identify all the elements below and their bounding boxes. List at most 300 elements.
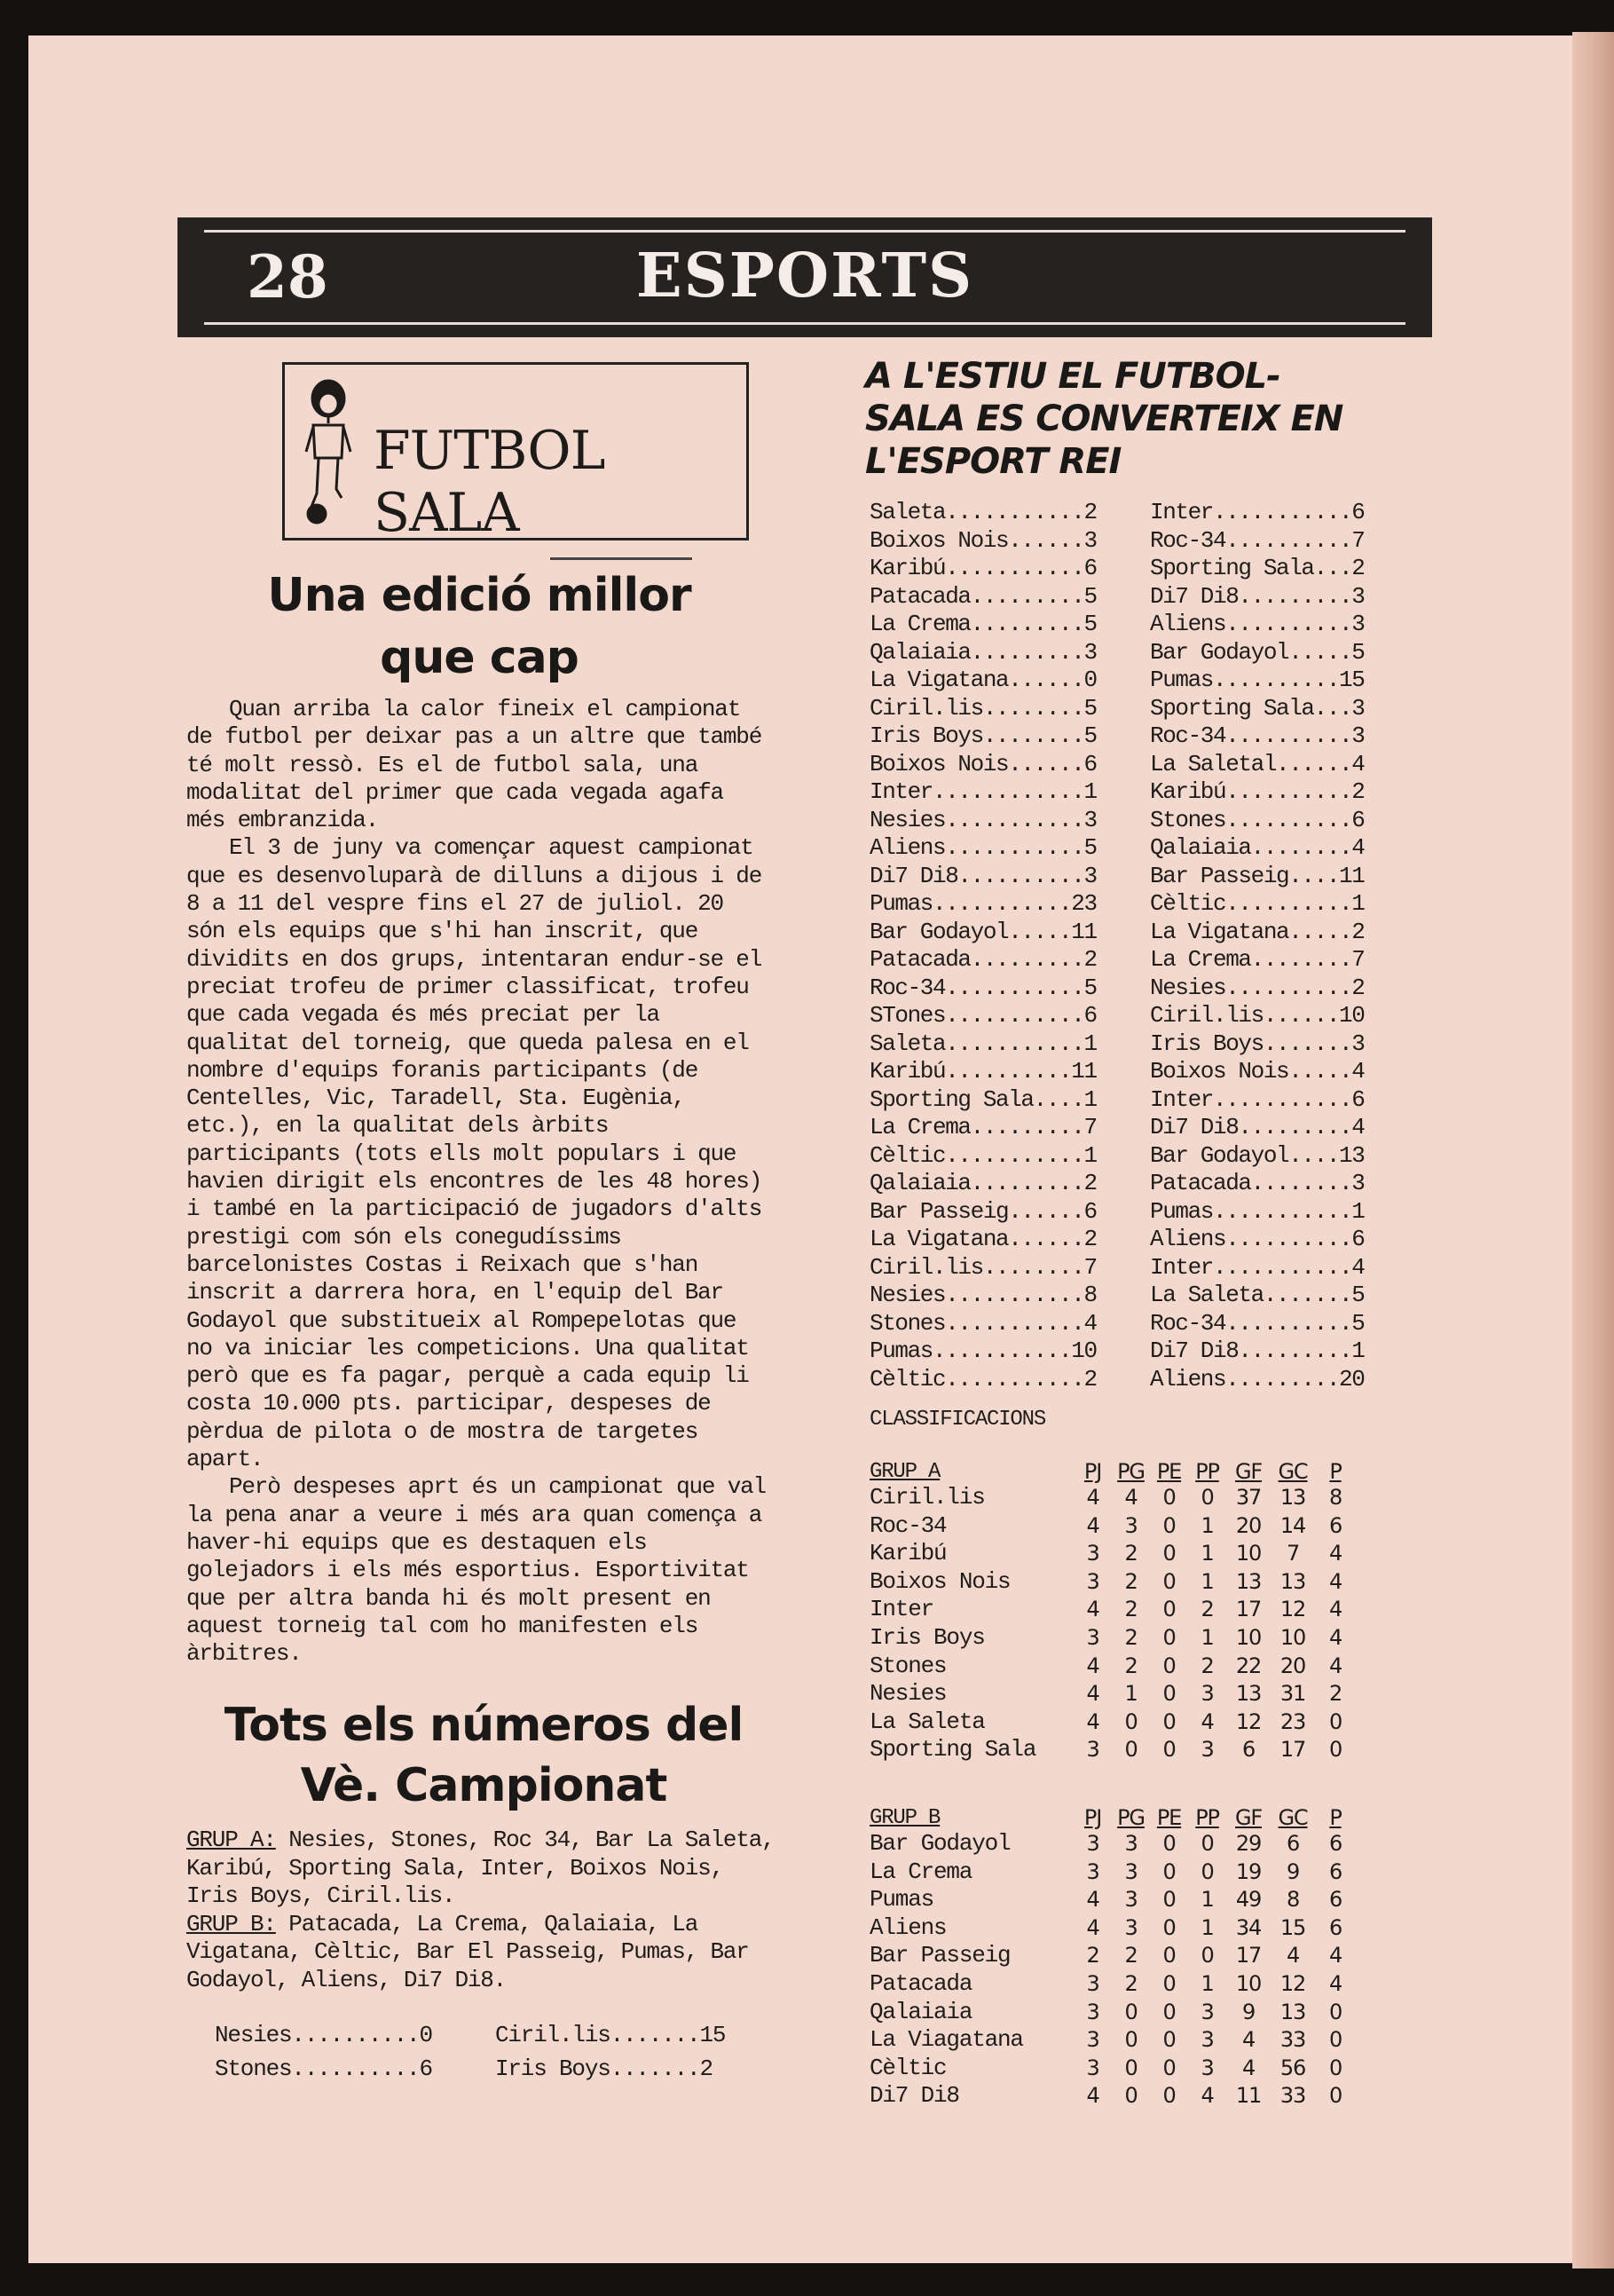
column-header: PE <box>1156 1805 1182 1830</box>
section-title: ESPORTS <box>635 241 974 312</box>
team-name: Aliens <box>870 1913 947 1941</box>
stat-cell: 4 <box>1086 1653 1099 1678</box>
team-name: Stones <box>870 1652 947 1679</box>
stat-cell: 1 <box>1201 1568 1214 1594</box>
stat-cell: 2 <box>1124 1568 1138 1594</box>
result-row <box>870 890 1437 919</box>
group-a-standings <box>870 1445 1393 1764</box>
result-row <box>870 1002 1437 1030</box>
table-row <box>870 1858 1393 1887</box>
stat-cell: 1 <box>1201 1541 1214 1566</box>
stat-cell: 0 <box>1162 1624 1176 1650</box>
header-bottom-rule <box>204 322 1405 325</box>
result-right: Aliens..........3 <box>1150 611 1365 637</box>
stat-cell: 2 <box>1201 1653 1214 1678</box>
stat-cell: 1 <box>1201 1512 1214 1538</box>
stat-cell: 2 <box>1124 1943 1138 1969</box>
result-left: Pumas...........10 <box>870 1337 1097 1364</box>
result-left: Patacada.........5 <box>870 582 1097 610</box>
result-row <box>870 583 1437 611</box>
result-left: Nesies..........0 <box>215 2022 432 2048</box>
headline-rule <box>550 557 692 560</box>
team-name: La Viagatana <box>870 2026 1023 2054</box>
stat-cell: 6 <box>1328 1831 1342 1856</box>
column-header: GF <box>1234 1459 1262 1484</box>
stat-cell: 12 <box>1235 1708 1262 1734</box>
table-row <box>870 1512 1393 1541</box>
stat-cell: 11 <box>1235 2083 1262 2109</box>
table-row <box>870 1596 1393 1624</box>
result-left: Cèltic...........2 <box>870 1365 1097 1393</box>
stat-cell: 6 <box>1286 1831 1300 1856</box>
result-left: Pumas...........23 <box>870 890 1097 917</box>
result-left: Roc-34...........5 <box>870 974 1097 1001</box>
result-left: Patacada.........2 <box>870 946 1097 973</box>
result-left: Saleta...........1 <box>870 1030 1097 1057</box>
team-name: La Crema <box>870 1858 972 1885</box>
stat-cell: 3 <box>1086 1568 1099 1594</box>
stat-cell: 4 <box>1328 1541 1342 1566</box>
stat-cell: 4 <box>1086 1708 1099 1734</box>
result-right: La Saleta.......5 <box>1150 1282 1365 1308</box>
stat-cell: 4 <box>1086 1512 1099 1538</box>
result-right: Inter...........6 <box>1150 499 1365 525</box>
stat-cell: 3 <box>1086 1541 1099 1566</box>
result-row <box>870 778 1437 807</box>
stat-cell: 3 <box>1201 2027 1214 2053</box>
result-left: Karibú..........11 <box>870 1058 1097 1085</box>
result-right: Pumas...........1 <box>1150 1197 1365 1225</box>
stat-cell: 4 <box>1124 1485 1138 1510</box>
stat-cell: 3 <box>1124 1831 1138 1856</box>
stat-cell: 3 <box>1124 1512 1138 1538</box>
futbol-sala-logo <box>282 362 749 544</box>
result-left: Ciril.lis........5 <box>870 694 1097 722</box>
result-row <box>870 1030 1437 1059</box>
group-a-list <box>186 1827 781 1911</box>
team-name: Roc-34 <box>870 1511 947 1539</box>
column-header: PG <box>1117 1805 1145 1830</box>
result-row <box>870 807 1437 835</box>
stat-cell: 0 <box>1162 1597 1176 1622</box>
stat-cell: 0 <box>1162 1708 1176 1734</box>
stat-cell: 0 <box>1328 1737 1342 1763</box>
section-header <box>177 217 1432 337</box>
stat-cell: 0 <box>1124 1708 1138 1734</box>
table-row <box>870 1830 1393 1858</box>
stat-cell: 0 <box>1162 1737 1176 1763</box>
stat-cell: 0 <box>1328 1999 1342 2024</box>
group-a-teams: Nesies, Stones, Roc 34, Bar La Saleta, Karibú, Sporting Sala, Inter, Boixos Nois, Iris Boys, Ciril.lis. <box>186 1827 775 1909</box>
table-row <box>870 1942 1393 1970</box>
stat-cell: 4 <box>1086 1914 1099 1940</box>
header-top-rule <box>204 230 1405 233</box>
result-left: Qalaiaia.........3 <box>870 638 1097 666</box>
stat-cell: 0 <box>1162 1831 1176 1856</box>
stat-cell: 17 <box>1235 1943 1262 1969</box>
result-right: Inter...........4 <box>1150 1253 1365 1281</box>
result-left: Nesies...........8 <box>870 1282 1097 1308</box>
group-b-teams: Patacada, La Crema, Qalaiaia, La Vigatana, Cèltic, Bar El Passeig, Pumas, Bar Godayol, Aliens, Di7 Di8. <box>186 1910 749 1993</box>
stat-cell: 4 <box>1201 2083 1214 2109</box>
stat-cell: 0 <box>1124 2055 1138 2080</box>
result-right: Ciril.lis......10 <box>1150 1002 1365 1029</box>
stat-cell: 13 <box>1279 1999 1306 2024</box>
article-body <box>186 696 772 1668</box>
team-name: Bar Passeig <box>870 1942 1011 1969</box>
column-header: GC <box>1278 1459 1308 1484</box>
group-lists <box>186 1827 781 1994</box>
result-right: La Crema........7 <box>1150 946 1365 973</box>
team-name: Ciril.lis <box>870 1484 985 1511</box>
result-left: Nesies...........3 <box>870 806 1097 833</box>
stat-cell: 0 <box>1201 1943 1214 1969</box>
headline-line-2: Vè. Campionat <box>300 1759 667 1812</box>
stat-cell: 0 <box>1162 1970 1176 1996</box>
stat-cell: 1 <box>1201 1624 1214 1650</box>
stat-cell: 34 <box>1235 1914 1262 1940</box>
result-left: Bar Passeig......6 <box>870 1197 1097 1225</box>
team-name: Karibú <box>870 1540 947 1567</box>
stat-cell: 0 <box>1162 2055 1176 2080</box>
stat-cell: 0 <box>1201 1858 1214 1884</box>
stat-cell: 10 <box>1235 1970 1262 1996</box>
stat-cell: 0 <box>1328 2055 1342 2080</box>
stat-cell: 2 <box>1124 1541 1138 1566</box>
stat-cell: 3 <box>1086 1999 1099 2024</box>
team-name: Iris Boys <box>870 1623 985 1651</box>
result-right: Nesies..........2 <box>1150 974 1365 1001</box>
stat-cell: 4 <box>1328 1568 1342 1594</box>
stat-cell: 8 <box>1328 1485 1342 1510</box>
table-row <box>870 1680 1393 1708</box>
result-right: Iris Boys.......2 <box>495 2055 713 2082</box>
column-header: PE <box>1156 1459 1182 1484</box>
stat-cell: 10 <box>1235 1624 1262 1650</box>
group-a-label: GRUP A: <box>186 1827 276 1853</box>
stat-cell: 0 <box>1328 1708 1342 1734</box>
stat-cell: 15 <box>1279 1914 1306 1940</box>
paragraph: El 3 de juny va començar aquest campionat que es desenvoluparà de dilluns a dijous i de 8 a 11 del vespre fins el 27 de juliol. 20 són els equips que s'hi han inscrit, que dividits en dos grups, intentaran endur-se el preciat trofeu de primer classificat, trofeu que cada vegada és més preciat per la qualitat del torneig, que queda palesa en el nombre d'equips foranis participants (de Centelles, Vic, Taradell, Sta. Eugènia, etc.), en la qualitat dels àrbits participants (tots ells molt populars i que havien dirigit els encontres de les 48 hores) i també en la participació de jugadors d'alts prestigi com són els conegudíssims barcelonistes Costas i Reixach que s'han inscrit a darrera hora, en l'equip del Bar Godayol que substitueix al Rompepelotas que no va iniciar les competicions. Una qualitat però que es fa pagar, perquè a cada equip li costa 10.000 pts. participar, despeses de pèrdua de pilota o de mostra de targetes apart. <box>186 834 762 1473</box>
result-right: Di7 Di8.........1 <box>1150 1337 1365 1364</box>
result-row <box>870 1337 1437 1366</box>
result-left: Qalaiaia.........2 <box>870 1170 1097 1196</box>
stat-cell: 0 <box>1162 1485 1176 1510</box>
group-b-label: GRUP B: <box>186 1910 276 1937</box>
stat-cell: 0 <box>1162 1653 1176 1678</box>
stat-cell: 3 <box>1124 1914 1138 1940</box>
result-left: Inter............1 <box>870 778 1097 805</box>
stat-cell: 0 <box>1162 1887 1176 1913</box>
stat-cell: 3 <box>1086 1970 1099 1996</box>
result-row <box>870 1282 1437 1310</box>
stat-cell: 3 <box>1086 1624 1099 1650</box>
stat-cell: 4 <box>1286 1943 1300 1969</box>
result-row <box>870 1170 1437 1198</box>
result-right: Sporting Sala...2 <box>1150 555 1365 581</box>
stat-cell: 3 <box>1201 1999 1214 2024</box>
result-right: Aliens..........6 <box>1150 1226 1365 1252</box>
stat-cell: 1 <box>1201 1887 1214 1913</box>
stat-cell: 0 <box>1124 2027 1138 2053</box>
result-row <box>870 695 1437 723</box>
match-results <box>870 499 1437 1393</box>
stat-cell: 0 <box>1124 2083 1138 2109</box>
stat-cell: 3 <box>1201 2055 1214 2080</box>
stat-cell: 1 <box>1124 1681 1138 1707</box>
page-edge <box>1572 32 1614 2268</box>
stat-cell: 4 <box>1241 2027 1256 2053</box>
stat-cell: 13 <box>1235 1681 1262 1707</box>
result-row <box>870 1114 1437 1142</box>
team-name: Di7 Di8 <box>870 2082 959 2110</box>
stat-cell: 3 <box>1201 1737 1214 1763</box>
table-row <box>870 1484 1393 1512</box>
stat-cell: 17 <box>1279 1737 1306 1763</box>
stat-cell: 4 <box>1086 1597 1099 1622</box>
column-header: PP <box>1195 1805 1219 1830</box>
stat-cell: 4 <box>1328 1970 1342 1996</box>
result-left: Bar Godayol.....11 <box>870 918 1097 945</box>
stat-cell: 4 <box>1328 1943 1342 1969</box>
table-row <box>870 1624 1393 1653</box>
result-row <box>870 611 1437 639</box>
result-right: Boixos Nois.....4 <box>1150 1058 1365 1085</box>
stat-cell: 2 <box>1124 1970 1138 1996</box>
table-row <box>870 1568 1393 1597</box>
result-right: La Vigatana.....2 <box>1150 918 1365 945</box>
stat-cell: 33 <box>1279 2083 1306 2109</box>
article-headline <box>186 564 772 689</box>
result-right: Sporting Sala...3 <box>1150 694 1365 722</box>
stat-cell: 0 <box>1162 1512 1176 1538</box>
table-row <box>870 1653 1393 1681</box>
stat-cell: 0 <box>1328 2083 1342 2109</box>
stat-cell: 4 <box>1086 2083 1099 2109</box>
stat-cell: 17 <box>1235 1597 1262 1622</box>
result-right: Roc-34..........3 <box>1150 722 1365 749</box>
numbers-headline <box>186 1695 781 1816</box>
result-right: Di7 Di8.........3 <box>1150 582 1365 610</box>
stat-cell: 6 <box>1328 1858 1342 1884</box>
group-b-standings <box>870 1791 1393 2111</box>
result-left: STones...........6 <box>870 1002 1097 1029</box>
column-header: PJ <box>1083 1805 1102 1830</box>
result-row <box>215 2052 783 2086</box>
title-line-1: A L'ESTIU EL FUTBOL- <box>865 356 1280 397</box>
result-left: La Crema.........5 <box>870 611 1097 637</box>
result-right: Aliens.........20 <box>1150 1365 1365 1393</box>
stat-cell: 4 <box>1086 1485 1099 1510</box>
result-left: Boixos Nois......6 <box>870 750 1097 777</box>
stat-cell: 13 <box>1235 1568 1262 1594</box>
stat-cell: 4 <box>1201 1708 1214 1734</box>
result-right: Patacada........3 <box>1150 1170 1365 1196</box>
stat-cell: 3 <box>1086 2027 1099 2053</box>
result-row <box>870 1198 1437 1227</box>
paragraph: Però despeses aprt és un campionat que val la pena anar a veure i més ara quan comença a haver-hi equips que es destaquen els golejadors i els més esportius. Esportivitat que per altra banda hi és molt present en aquest torneig tal com ho manifesten els àrbitres. <box>186 1473 766 1668</box>
result-left: Saleta...........2 <box>870 499 1097 525</box>
stat-cell: 2 <box>1328 1681 1342 1707</box>
result-left: Di7 Di8..........3 <box>870 862 1097 889</box>
result-row <box>870 527 1437 556</box>
stat-cell: 7 <box>1286 1541 1300 1566</box>
result-left: Stones...........4 <box>870 1309 1097 1337</box>
table-row <box>870 2082 1393 2111</box>
stat-cell: 49 <box>1235 1887 1262 1913</box>
stat-cell: 3 <box>1124 1887 1138 1913</box>
result-row <box>870 499 1437 527</box>
stat-cell: 2 <box>1124 1597 1138 1622</box>
result-row <box>870 722 1437 751</box>
result-row <box>870 667 1437 695</box>
footballer-icon <box>301 374 356 529</box>
stat-cell: 0 <box>1162 1999 1176 2024</box>
stat-cell: 9 <box>1286 1858 1300 1884</box>
result-left: Karibú...........6 <box>870 555 1097 581</box>
column-header: PP <box>1195 1459 1219 1484</box>
title-line-2: SALA ES CONVERTEIX EN <box>865 398 1343 439</box>
result-right: Stones..........6 <box>1150 806 1365 833</box>
standings-header <box>870 1791 1393 1830</box>
result-right: La Saletal......4 <box>1150 750 1365 777</box>
stat-cell: 22 <box>1235 1653 1262 1678</box>
team-name: Patacada <box>870 1969 972 1997</box>
team-name: Inter <box>870 1596 934 1623</box>
result-row <box>870 751 1437 779</box>
stat-cell: 3 <box>1086 2055 1099 2080</box>
stat-cell: 2 <box>1124 1653 1138 1678</box>
stat-cell: 0 <box>1201 1831 1214 1856</box>
stat-cell: 12 <box>1279 1597 1306 1622</box>
result-left: La Vigatana......0 <box>870 667 1097 693</box>
stat-cell: 0 <box>1162 1681 1176 1707</box>
stat-cell: 3 <box>1124 1858 1138 1884</box>
team-name: Bar Godayol <box>870 1830 1011 1857</box>
stat-cell: 31 <box>1279 1681 1306 1707</box>
headline-line-1: Tots els números del <box>224 1699 744 1752</box>
stat-cell: 29 <box>1235 1831 1262 1856</box>
result-right: Roc-34..........5 <box>1150 1309 1365 1337</box>
stat-cell: 14 <box>1279 1512 1306 1538</box>
column-header: GC <box>1278 1805 1308 1830</box>
title-line-3: L'ESPORT REI <box>865 441 1122 482</box>
stat-cell: 10 <box>1235 1541 1262 1566</box>
group-b-list <box>186 1911 781 1995</box>
result-right: Ciril.lis.......15 <box>495 2022 726 2048</box>
team-name: Cèltic <box>870 2054 947 2081</box>
stat-cell: 56 <box>1279 2055 1306 2080</box>
stat-cell: 0 <box>1124 1999 1138 2024</box>
column-header: GF <box>1234 1805 1262 1830</box>
stat-cell: 9 <box>1241 1999 1256 2024</box>
result-right: Di7 Di8.........4 <box>1150 1114 1365 1140</box>
stat-cell: 6 <box>1328 1512 1342 1538</box>
group-name: GRUP A <box>870 1460 941 1484</box>
stat-cell: 0 <box>1162 1943 1176 1969</box>
result-right: Qalaiaia........4 <box>1150 834 1365 861</box>
column-header: PJ <box>1083 1459 1102 1484</box>
result-right: Cèltic..........1 <box>1150 890 1365 917</box>
team-name: Nesies <box>870 1680 947 1708</box>
column-header: PG <box>1117 1459 1145 1484</box>
stat-cell: 13 <box>1279 1485 1306 1510</box>
result-row <box>870 1226 1437 1254</box>
stat-cell: 3 <box>1201 1681 1214 1707</box>
result-row <box>870 919 1437 947</box>
result-row <box>870 974 1437 1003</box>
stat-cell: 10 <box>1279 1624 1306 1650</box>
stat-cell: 0 <box>1328 2027 1342 2053</box>
stat-cell: 0 <box>1162 2083 1176 2109</box>
result-left: Aliens...........5 <box>870 834 1097 861</box>
table-row <box>870 1886 1393 1914</box>
result-right: Karibú..........2 <box>1150 778 1365 805</box>
result-row <box>870 1058 1437 1086</box>
stat-cell: 0 <box>1201 1485 1214 1510</box>
stat-cell: 0 <box>1162 1541 1176 1566</box>
result-row <box>215 2018 783 2052</box>
stat-cell: 2 <box>1086 1943 1099 1969</box>
result-left: La Crema.........7 <box>870 1114 1097 1140</box>
result-left: La Vigatana......2 <box>870 1226 1097 1252</box>
right-article-title <box>865 355 1433 483</box>
result-left: Iris Boys........5 <box>870 722 1097 749</box>
stat-cell: 33 <box>1279 2027 1306 2053</box>
stat-cell: 13 <box>1279 1568 1306 1594</box>
stat-cell: 8 <box>1286 1887 1300 1913</box>
result-right: Bar Passeig....11 <box>1150 862 1365 889</box>
table-row <box>870 2055 1393 2083</box>
column-header: P <box>1329 1805 1342 1830</box>
table-row <box>870 2026 1393 2055</box>
team-name: La Saleta <box>870 1708 985 1735</box>
result-row <box>870 863 1437 891</box>
stat-cell: 4 <box>1328 1597 1342 1622</box>
stat-cell: 6 <box>1241 1737 1256 1763</box>
table-row <box>870 1970 1393 1999</box>
stat-cell: 12 <box>1279 1970 1306 1996</box>
stat-cell: 4 <box>1086 1887 1099 1913</box>
table-row <box>870 1708 1393 1737</box>
result-left: Ciril.lis........7 <box>870 1253 1097 1281</box>
result-right: Pumas..........15 <box>1150 667 1365 693</box>
stat-cell: 0 <box>1162 1858 1176 1884</box>
result-left: Cèltic...........1 <box>870 1141 1097 1169</box>
stat-cell: 4 <box>1086 1681 1099 1707</box>
result-row <box>870 1086 1437 1115</box>
result-left: Sporting Sala....1 <box>870 1085 1097 1113</box>
page-number: 28 <box>247 242 328 312</box>
result-right: Iris Boys.......3 <box>1150 1030 1365 1057</box>
result-row <box>870 639 1437 667</box>
paragraph: Quan arriba la calor fineix el campionat de futbol per deixar pas a un altre que també té molt ressò. Es el de futbol sala, una modalitat del primer que cada vegada agafa més embranzida. <box>186 696 762 834</box>
first-round-results <box>215 2018 783 2086</box>
stat-cell: 1 <box>1201 1970 1214 1996</box>
stat-cell: 0 <box>1124 1737 1138 1763</box>
standings-header <box>870 1445 1393 1484</box>
stat-cell: 0 <box>1162 1914 1176 1940</box>
headline-line-1: Una edició millor <box>267 569 691 622</box>
result-row <box>870 834 1437 863</box>
result-right: Inter...........6 <box>1150 1085 1365 1113</box>
result-row <box>870 555 1437 583</box>
column-header: P <box>1329 1459 1342 1484</box>
table-row <box>870 1914 1393 1943</box>
team-name: Sporting Sala <box>870 1736 1036 1763</box>
result-row <box>870 1366 1437 1394</box>
stat-cell: 4 <box>1241 2055 1256 2080</box>
